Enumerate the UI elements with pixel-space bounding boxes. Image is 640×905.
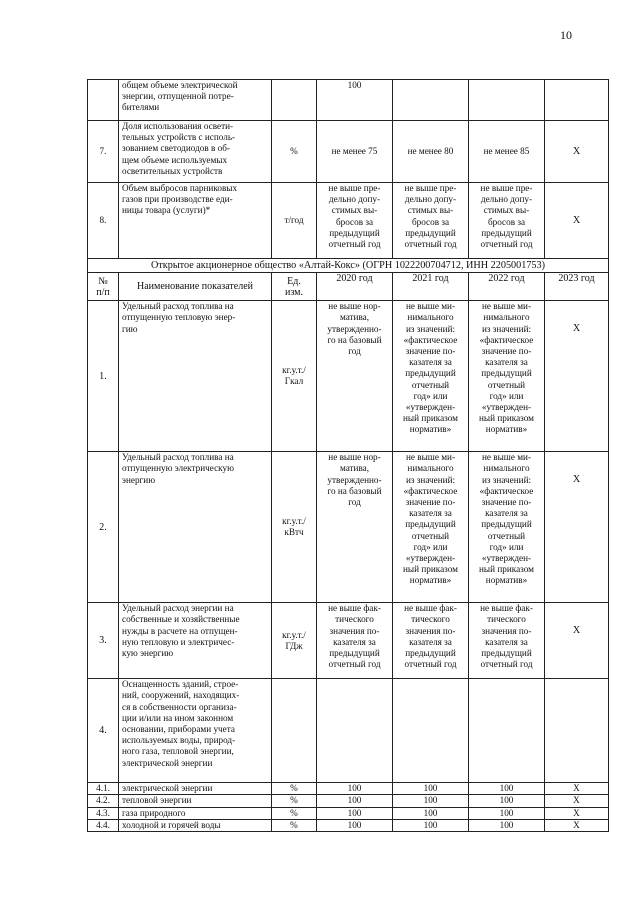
cell-2023: Х	[545, 452, 609, 603]
cell-2022: не выше ми- нимального из значений: «фактическое значение по- казателя за предыдущий отчетный год» или «утвержден- ный приказом норматив»	[469, 301, 545, 452]
cell-2020: не выше фак- тического значения по- казателя за предыдущий отчетный год	[317, 603, 393, 679]
cell-2020: 100	[317, 80, 393, 121]
cell-2021: 100	[393, 819, 469, 831]
cell-2020	[317, 679, 393, 783]
cell-2020: не выше пре- дельно допу- стимых вы- бросов за предыдущий отчетный год	[317, 183, 393, 259]
cell-num: 8.	[88, 183, 119, 259]
cell-unit	[272, 679, 317, 783]
cell-unit: кг.у.т./ ГДж	[272, 603, 317, 679]
cell-unit	[272, 80, 317, 121]
cell-name: электрической энергии	[119, 783, 272, 795]
cell-2021: не выше ми- нимального из значений: «фактическое значение по- казателя за предыдущий отчетный год» или «утвержден- ный приказом норматив»	[393, 301, 469, 452]
cell-2021: не выше фак- тического значения по- казателя за предыдущий отчетный год	[393, 603, 469, 679]
cell-unit: %	[272, 795, 317, 807]
organization-title: Открытое акционерное общество «Алтай-Кокс» (ОГРН 1022200704712, ИНН 2205001753)	[88, 259, 609, 273]
cell-2020: 100	[317, 819, 393, 831]
cell-2023: Х	[545, 795, 609, 807]
cell-num: 7.	[88, 121, 119, 183]
table-row	[88, 795, 609, 807]
table-row	[88, 121, 609, 183]
cell-2022	[469, 80, 545, 121]
cell-2023: Х	[545, 121, 609, 183]
cell-unit: %	[272, 783, 317, 795]
cell-2022: 100	[469, 819, 545, 831]
cell-2023: Х	[545, 819, 609, 831]
cell-num: 1.	[88, 301, 119, 452]
cell-2023: Х	[545, 807, 609, 819]
cell-2023	[545, 679, 609, 783]
cell-name: общем объеме электрической энергии, отпущенной потре- бителями	[119, 80, 272, 121]
cell-2023: Х	[545, 783, 609, 795]
cell-2021	[393, 80, 469, 121]
cell-num: 4.2.	[88, 795, 119, 807]
table-row	[88, 80, 609, 121]
table-row	[88, 783, 609, 795]
header-2023: 2023 год	[545, 273, 609, 301]
table-row	[88, 452, 609, 603]
cell-unit: т/год	[272, 183, 317, 259]
cell-name: тепловой энергии	[119, 795, 272, 807]
cell-unit: %	[272, 807, 317, 819]
cell-2022: 100	[469, 783, 545, 795]
cell-2021: 100	[393, 795, 469, 807]
cell-2023	[545, 80, 609, 121]
indicators-table	[87, 79, 609, 832]
cell-name: Удельный расход топлива на отпущенную тепловую энер- гию	[119, 301, 272, 452]
cell-2022: не выше фак- тического значения по- казателя за предыдущий отчетный год	[469, 603, 545, 679]
cell-num	[88, 80, 119, 121]
table-row	[88, 603, 609, 679]
header-2022: 2022 год	[469, 273, 545, 301]
cell-num: 3.	[88, 603, 119, 679]
cell-name: Объем выбросов парниковых газов при производстве еди- ницы товара (услуги)*	[119, 183, 272, 259]
cell-2020: 100	[317, 807, 393, 819]
cell-name: Удельный расход топлива на отпущенную электрическую энергию	[119, 452, 272, 603]
header-2021: 2021 год	[393, 273, 469, 301]
cell-2022: не выше ми- нимального из значений: «фактическое значение по- казателя за предыдущий отчетный год» или «утвержден- ный приказом норматив»	[469, 452, 545, 603]
page-number: 10	[560, 28, 572, 42]
cell-unit: кг.у.т./ кВтч	[272, 452, 317, 603]
cell-2022: 100	[469, 807, 545, 819]
cell-name: Удельный расход энергии на собственные и хозяйственные нужды в расчете на отпущен- ную тепловую и электричес- кую энергию	[119, 603, 272, 679]
cell-name: газа природного	[119, 807, 272, 819]
table-row	[88, 819, 609, 831]
cell-2020: не выше нор- матива, утвержденно- го на базовый год	[317, 301, 393, 452]
cell-num: 4.1.	[88, 783, 119, 795]
cell-name: Оснащенность зданий, строе- ний, сооружений, находящих- ся в собственности организа- ции и/или на ином законном основании, приборами учета используемых воды, природ- ного газа, тепловой энергии, электрической энергии	[119, 679, 272, 783]
cell-num: 4.4.	[88, 819, 119, 831]
cell-2021: 100	[393, 807, 469, 819]
cell-2021	[393, 679, 469, 783]
cell-2021: не выше пре- дельно допу- стимых вы- бросов за предыдущий отчетный год	[393, 183, 469, 259]
header-2020: 2020 год	[317, 273, 393, 301]
cell-2020: не менее 75	[317, 121, 393, 183]
cell-2023: Х	[545, 183, 609, 259]
cell-unit: %	[272, 819, 317, 831]
organization-row	[88, 259, 609, 273]
cell-2021: не выше ми- нимального из значений: «фактическое значение по- казателя за предыдущий отчетный год» или «утвержден- ный приказом норматив»	[393, 452, 469, 603]
table-row	[88, 679, 609, 783]
cell-num: 2.	[88, 452, 119, 603]
table-row	[88, 301, 609, 452]
cell-unit: %	[272, 121, 317, 183]
table-header	[88, 273, 609, 301]
cell-num: 4.3.	[88, 807, 119, 819]
cell-unit: кг.у.т./ Гкал	[272, 301, 317, 452]
cell-num: 4.	[88, 679, 119, 783]
cell-2022: не менее 85	[469, 121, 545, 183]
cell-2022: 100	[469, 795, 545, 807]
table-row	[88, 807, 609, 819]
header-name: Наименование показателей	[119, 273, 272, 301]
cell-2020: не выше нор- матива, утвержденно- го на базовый год	[317, 452, 393, 603]
cell-2022: не выше пре- дельно допу- стимых вы- бросов за предыдущий отчетный год	[469, 183, 545, 259]
cell-name: Доля использования освети- тельных устройств с исполь- зованием светодиодов в об- щем объеме используемых осветительных устройств	[119, 121, 272, 183]
table-row	[88, 183, 609, 259]
cell-2021: 100	[393, 783, 469, 795]
cell-name: холодной и горячей воды	[119, 819, 272, 831]
cell-2023: Х	[545, 603, 609, 679]
header-unit: Ед. изм.	[272, 273, 317, 301]
cell-2020: 100	[317, 783, 393, 795]
header-num: № п/п	[88, 273, 119, 301]
cell-2023: Х	[545, 301, 609, 452]
cell-2020: 100	[317, 795, 393, 807]
cell-2022	[469, 679, 545, 783]
cell-2021: не менее 80	[393, 121, 469, 183]
